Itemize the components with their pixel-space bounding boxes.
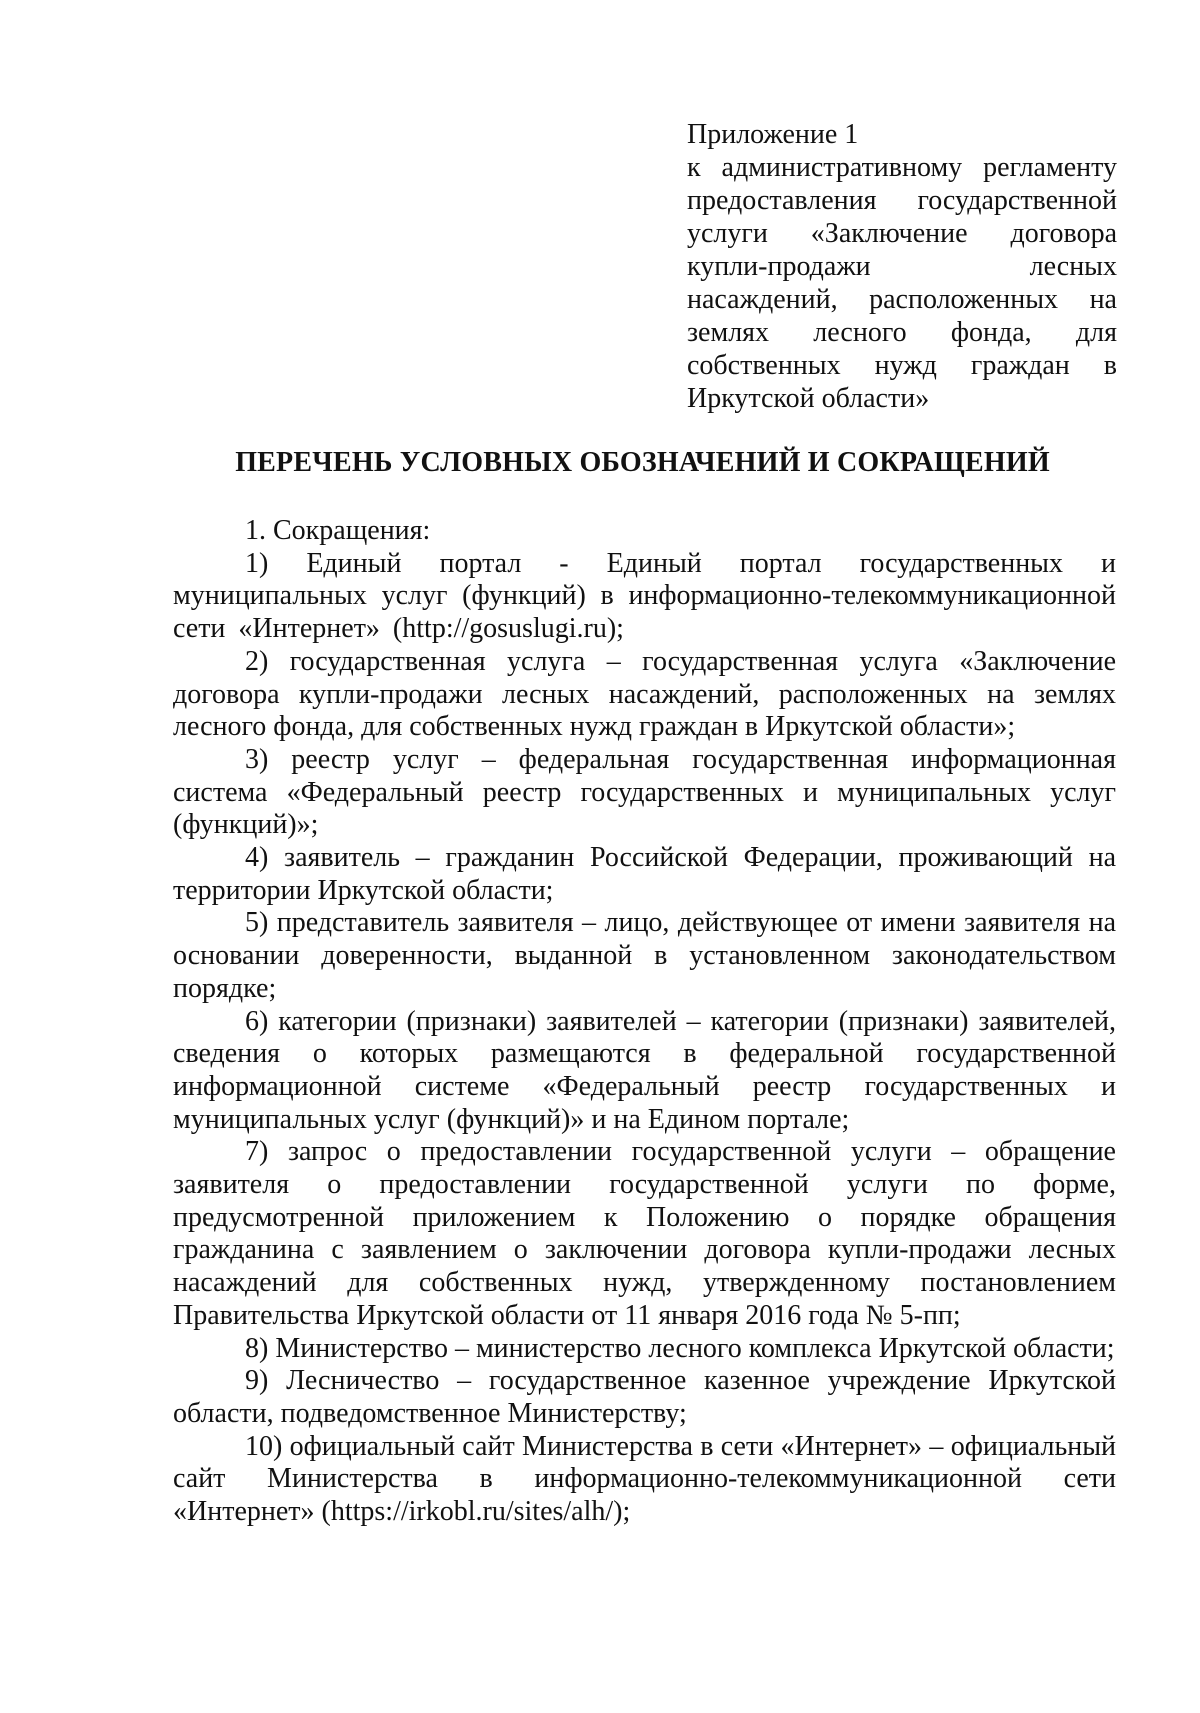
list-item: 10) официальный сайт Министерства в сети «Интернет» – официальный сайт Министерства в информационно-телекоммуникационной сети «Интернет» (https://irkobl.ru/sites/alh/);: [173, 1430, 1116, 1528]
appendix-line: Иркутской области»: [687, 383, 930, 414]
appendix-line: собственных нужд граждан в: [687, 350, 1117, 381]
list-item: 8) Министерство – министерство лесного комплекса Иркутской области;: [245, 1332, 1115, 1364]
appendix-line: купли-продажи лесных: [687, 251, 1117, 282]
appendix-line: к административному регламенту: [687, 152, 1117, 183]
list-item: 9) Лесничество – государственное казенное учреждение Иркутской области, подведомственное Министерству;: [173, 1365, 1116, 1429]
list-item: 2) государственная услуга – государственная услуга «Заключение договора купли-продажи лесных насаждений, расположенных на землях лесного фонда, для собственных нужд граждан в Иркутской области»;: [173, 645, 1116, 743]
appendix-line: землях лесного фонда, для: [687, 317, 1117, 348]
list-item: 4) заявитель – гражданин Российской Федерации, проживающий на территории Иркутской области;: [173, 842, 1116, 906]
appendix-line: услуги «Заключение договора: [687, 218, 1117, 249]
list-item: 1) Единый портал - Единый портал государственных и муниципальных услуг (функций) в информационно-телекоммуникационной сети «Интернет» (http://gosuslugi.ru);: [173, 547, 1116, 645]
list-item: 7) запрос о предоставлении государственной услуги – обращение заявителя о предоставлении государственной услуги по форме, предусмотренной приложением к Положению о порядке обращения гражданина с заявлением о заключении договора купли-продажи лесных насаждений для собственных нужд, утвержденному постановлением Правительства Иркутской области от 11 января 2016 года № 5-пп;: [173, 1136, 1116, 1331]
section-heading: 1. Сокращения:: [245, 515, 431, 546]
list-item: 3) реестр услуг – федеральная государственная информационная система «Федеральный реестр государственных и муниципальных услуг (функций)»;: [173, 743, 1116, 841]
document-title: ПЕРЕЧЕНЬ УСЛОВНЫХ ОБОЗНАЧЕНИЙ И СОКРАЩЕНИЙ: [235, 447, 1050, 478]
appendix-line: Приложение 1: [687, 119, 859, 150]
list-item: 5) представитель заявителя – лицо, действующее от имени заявителя на основании доверенности, выданной в установленном законодательством порядке;: [173, 907, 1116, 1004]
list-item: 6) категории (признаки) заявителей – категории (признаки) заявителей, сведения о которых размещаются в федеральной государственной информационной системе «Федеральный реестр государственных и муниципальных услуг (функций)» и на Едином портале;: [173, 1005, 1116, 1135]
appendix-line: насаждений, расположенных на: [687, 284, 1117, 315]
document-body: [173, 515, 1116, 1529]
appendix-header: [687, 118, 1117, 415]
appendix-line: предоставления государственной: [687, 185, 1117, 216]
